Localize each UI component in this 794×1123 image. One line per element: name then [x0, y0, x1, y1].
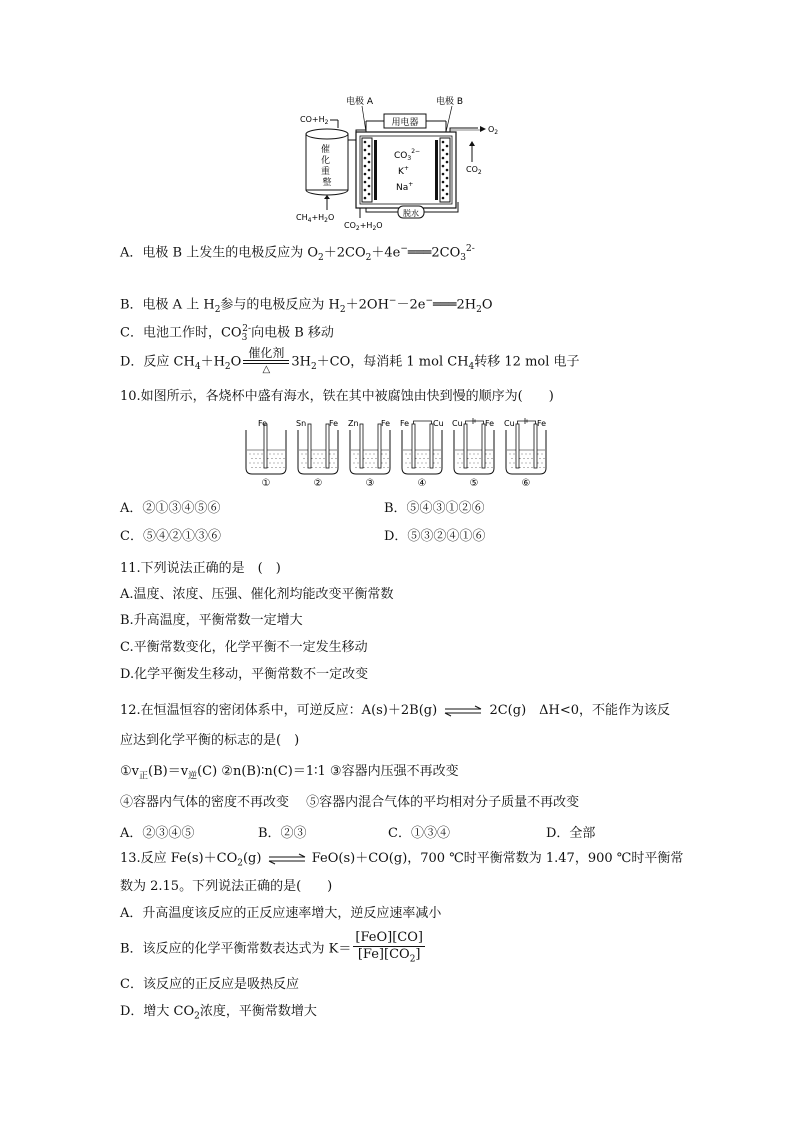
q12-statements-2: ④容器内气体的密度不再改变 ⑤容器内混合气体的平均相对分子质量不再改变: [120, 795, 580, 810]
electrode-label: Fe: [537, 419, 547, 428]
electrode-label: Cu: [504, 419, 515, 428]
q13-option-c: C．该反应的正反应是吸热反应: [120, 977, 299, 992]
input-gas-label: $CO+H_2$: [300, 115, 329, 126]
electrode-label: Zn: [348, 419, 359, 428]
electrode-label: Fe: [381, 419, 391, 428]
fuel-cell-diagram: [290, 92, 510, 232]
q10-option-c: C．⑤④②①③⑥: [120, 529, 221, 544]
beaker-2: [296, 419, 338, 489]
o2-label: $O_2$: [488, 125, 499, 136]
beaker-3: [348, 419, 390, 489]
q10-option-b: B．⑤④③①②⑥: [384, 501, 485, 516]
beaker-number: ⑥: [521, 478, 531, 489]
dehydrate-label: 脱水: [403, 209, 419, 218]
q11-option-c: C.平衡常数变化，化学平衡不一定发生移动: [120, 640, 368, 655]
q13-option-a: A．升高温度该反应的正反应速率增大，逆反应速率减小: [120, 906, 442, 921]
beaker-5: [452, 418, 494, 489]
catalyst-arrow: 催化剂 △: [241, 346, 291, 376]
equilibrium-constant-fraction: $\frac{\text{[FeO][CO]}}{[Fe][CO_2]}$: [355, 930, 423, 965]
q11-option-b: B.升高温度，平衡常数一定增大: [120, 613, 303, 628]
electrode-label: Cu: [433, 419, 444, 428]
q9-option-c: C．电池工作时，$CO_3^{2-}$向电极 B 移动: [120, 324, 334, 343]
outlet-label: $CO_2+H_2O$: [344, 221, 383, 232]
q13-stem-line1: 13.反应 $Fe(s)+CO_2(g)$ FeO(s)＋CO(g)，700 ℃时平衡常数为 1.47，900 ℃时平衡常: [120, 851, 684, 869]
electrode-b-label: 电极 B: [436, 97, 464, 107]
electrode-label: Fe: [400, 419, 410, 428]
q9-option-a: A．电极 B 上发生的电极反应为 $O_2+2CO_2+4e^-═══2CO_3^{2-}$: [120, 244, 475, 263]
ion-sodium: Na+: [396, 181, 414, 193]
electrode-a-label: 电极 A: [346, 97, 374, 107]
reversible-arrow: [267, 853, 307, 865]
reformer-label: 催 化 重 整: [321, 145, 332, 188]
beaker-number: ④: [417, 478, 427, 489]
q12-option-b: B．②③: [258, 826, 307, 841]
electrode-label: Fe: [258, 419, 268, 428]
beaker-number: ②: [313, 478, 323, 489]
q12-stem-line2: 应达到化学平衡的标志的是( ): [120, 733, 300, 748]
q12-statements-1: $①v_正(B)=v_逆(C)$ ②n(B)∶n(C)＝1∶1 ③容器内压强不再改变: [120, 764, 459, 782]
beaker-number: ⑤: [469, 478, 479, 489]
q10-option-a: A．②①③④⑤⑥: [120, 501, 221, 516]
beaker-4: [400, 419, 444, 489]
q13-stem-line2: 数为 2.15。下列说法正确的是( ): [120, 879, 333, 894]
q13-option-d: D．增大 $CO_2$浓度，平衡常数增大: [120, 1004, 317, 1022]
q11-option-a: A.温度、浓度、压强、催化剂均能改变平衡常数: [120, 587, 394, 602]
co2-label: $CO_2$: [466, 165, 482, 176]
electrode-label: Fe: [485, 419, 495, 428]
reversible-arrow: [443, 705, 483, 717]
beaker-number: ①: [261, 478, 271, 489]
ion-carbonate: $CO_3^{2-}$: [394, 148, 421, 162]
q10-stem: 10.如图所示，各烧杯中盛有海水，铁在其中被腐蚀由快到慢的顺序为( ): [120, 389, 554, 404]
q11-stem: 11.下列说法正确的是 ( ): [120, 561, 281, 576]
q9-option-b: B．电极 A 上 $H_2$参与的电极反应为 $H_2+2OH^--2e^-═══2H_2O$: [120, 296, 493, 315]
q12-stem-line1: 12.在恒温恒容的密闭体系中，可逆反应：A(s)＋2B(g) 2C(g) ΔH<0，不能作为该反: [120, 703, 671, 718]
q9-option-d: D．反应 $CH_4+H_2O$ 催化剂 △ $3H_2+CO$，每消耗 1 mol $CH_4$转移 12 mol 电子: [120, 346, 580, 375]
q10-option-d: D．⑤③②④①⑥: [384, 529, 486, 544]
q12-option-c: C．①③④: [388, 826, 450, 841]
feed-label: $CH_4+H_2O$: [296, 213, 335, 224]
ion-potassium: K+: [398, 165, 409, 177]
electrode-label: Cu: [452, 419, 463, 428]
q12-option-a: A．②③④⑤: [120, 826, 195, 841]
q12-option-d: D．全部: [546, 826, 596, 841]
beaker-number: ③: [365, 478, 375, 489]
electrode-label: Fe: [329, 419, 339, 428]
q13-option-b: B．该反应的化学平衡常数表达式为 K＝ $\frac{\text{[FeO][CO]}}{[Fe][CO_2]}$: [120, 930, 427, 968]
beaker-6: [504, 418, 546, 489]
beaker-1: [246, 419, 286, 489]
device-label: 用电器: [391, 118, 419, 128]
q11-option-d: D.化学平衡发生移动，平衡常数不一定改变: [120, 667, 369, 682]
electrode-label: Sn: [296, 419, 307, 428]
beakers-diagram: [240, 418, 560, 490]
